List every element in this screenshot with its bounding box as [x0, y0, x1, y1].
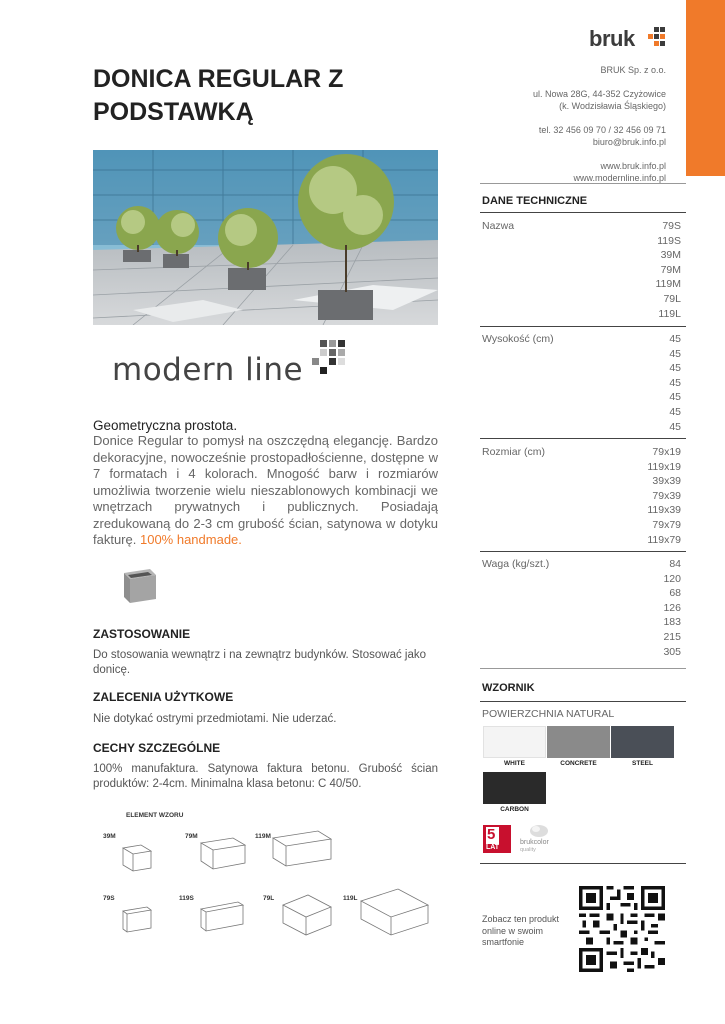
divider: [480, 438, 686, 439]
company-address-2: (k. Wodzisławia Śląskiego): [559, 101, 666, 111]
diagram-drawings: [93, 803, 438, 963]
swatch-label-white: WHITE: [504, 760, 525, 767]
planter-thumbnail: [120, 565, 160, 605]
bruk-logo: bruk: [589, 26, 635, 51]
description-highlight: 100% handmade.: [139, 532, 242, 547]
diagram-label-39m: 39M: [103, 833, 116, 840]
spec-label-height: Wysokość (cm): [482, 333, 554, 345]
diagram-label-119l: 119L: [343, 895, 358, 902]
recommend-heading: ZALECENIA UŻYTKOWE: [93, 690, 234, 704]
modern-line-logo-text: modern line: [112, 352, 304, 388]
diagram-label-79s: 79S: [103, 895, 115, 902]
quality-text: quality: [520, 847, 536, 853]
spec-values-height: 45 45 45 45 45 45 45: [669, 333, 681, 433]
spec-values-weight: 84 120 68 126 183 215 305: [663, 558, 681, 658]
swatch-white: [483, 726, 546, 758]
bruk-logo-squares-icon: [648, 27, 666, 47]
divider: [480, 668, 686, 669]
product-photo: [93, 150, 438, 325]
company-phone: tel. 32 456 09 70 / 32 456 09 71: [538, 125, 666, 135]
divider: [480, 212, 686, 213]
swatch-subtitle: POWIERZCHNIA NATURAL: [482, 708, 615, 720]
warranty-badge: [482, 824, 512, 854]
description-body: [93, 433, 438, 549]
product-title: [93, 63, 413, 129]
usage-text: Do stosowania wewnątrz i na zewnątrz budynków. Stosować jako donicę.: [93, 649, 427, 676]
qr-caption: Zobacz ten produkt online w swoim smartfonie: [482, 914, 560, 947]
divider: [480, 701, 686, 702]
diagram-label-79m: 79M: [185, 833, 198, 840]
qr-code[interactable]: [579, 886, 665, 972]
company-info: [446, 64, 666, 184]
brukcolor-badge: [520, 822, 562, 854]
description-text: Donice Regular to pomysł na oszczędną elegancję. Bardzo dekoracyjne, nowocześnie prostopadłościenne, dostępne w 7 formatach i 4 kolorach. Mnogość barw i rozmiarów umożliwia tworzenie wielu nieszablonowych kombinacji we wnętrzach prywatnych i publicznych. Posiadają zredukowaną do 2-3 cm grubość ścian, satynowa w dotyku fakturę.: [93, 433, 438, 547]
spec-values-size: 79x19 119x19 39x39 79x39 119x39 79x79 119x79: [647, 446, 681, 546]
brukcolor-drop-icon: [528, 822, 550, 838]
diagram-label-79l: 79L: [263, 895, 275, 902]
product-title-line-1: DONICA REGULAR Z: [93, 65, 344, 93]
divider: [480, 326, 686, 327]
element-diagram: [93, 803, 438, 963]
swatch-label-carbon: CARBON: [500, 806, 529, 813]
company-address-1: ul. Nowa 28G, 44-352 Czyżowice: [532, 89, 666, 99]
divider: [480, 183, 686, 184]
warranty-number: 5: [487, 826, 496, 843]
company-web-2[interactable]: www.modernline.info.pl: [573, 173, 666, 183]
spec-label-weight: Waga (kg/szt.): [482, 558, 550, 570]
spec-values-name: 79S 119S 39M 79M 119M 79L 119L: [655, 220, 681, 320]
warranty-word: LAT: [486, 844, 500, 851]
diagram-label-119m: 119M: [255, 833, 271, 840]
description-heading: Geometryczna prostota.: [93, 418, 238, 433]
divider: [480, 863, 686, 864]
spec-label-size: Rozmiar (cm): [482, 446, 545, 458]
swatch-label-steel: STEEL: [632, 760, 653, 767]
product-title-line-2: PODSTAWKĄ: [93, 98, 254, 126]
swatch-carbon: [483, 772, 546, 804]
features-text: 100% manufaktura. Satynowa faktura betonu. Grubość ścian produktów: 2-4cm. Minimalna klasa betonu: C 40/50.: [93, 763, 438, 790]
orange-accent-bar: [686, 0, 725, 176]
features-heading: CECHY SZCZEGÓLNE: [93, 741, 221, 755]
company-name: BRUK Sp. z o.o.: [600, 65, 666, 75]
modern-line-squares-icon: [312, 340, 348, 376]
diagram-title: ELEMENT WZORU: [126, 812, 184, 819]
swatch-label-concrete: CONCRETE: [560, 760, 597, 767]
swatch-concrete: [547, 726, 610, 758]
brukcolor-text: brukcolor: [520, 839, 549, 846]
divider: [480, 551, 686, 552]
modern-line-logo: [112, 340, 352, 390]
spec-label-name: Nazwa: [482, 220, 515, 232]
recommend-text: Nie dotykać ostrymi przedmiotami. Nie uderzać.: [93, 713, 337, 725]
usage-heading: ZASTOSOWANIE: [93, 627, 191, 641]
diagram-label-119s: 119S: [179, 895, 194, 902]
swatch-steel: [611, 726, 674, 758]
company-web-1[interactable]: www.bruk.info.pl: [600, 161, 666, 171]
company-email[interactable]: biuro@bruk.info.pl: [592, 137, 666, 147]
tech-heading: DANE TECHNICZNE: [482, 195, 588, 207]
swatch-heading: WZORNIK: [482, 682, 535, 694]
